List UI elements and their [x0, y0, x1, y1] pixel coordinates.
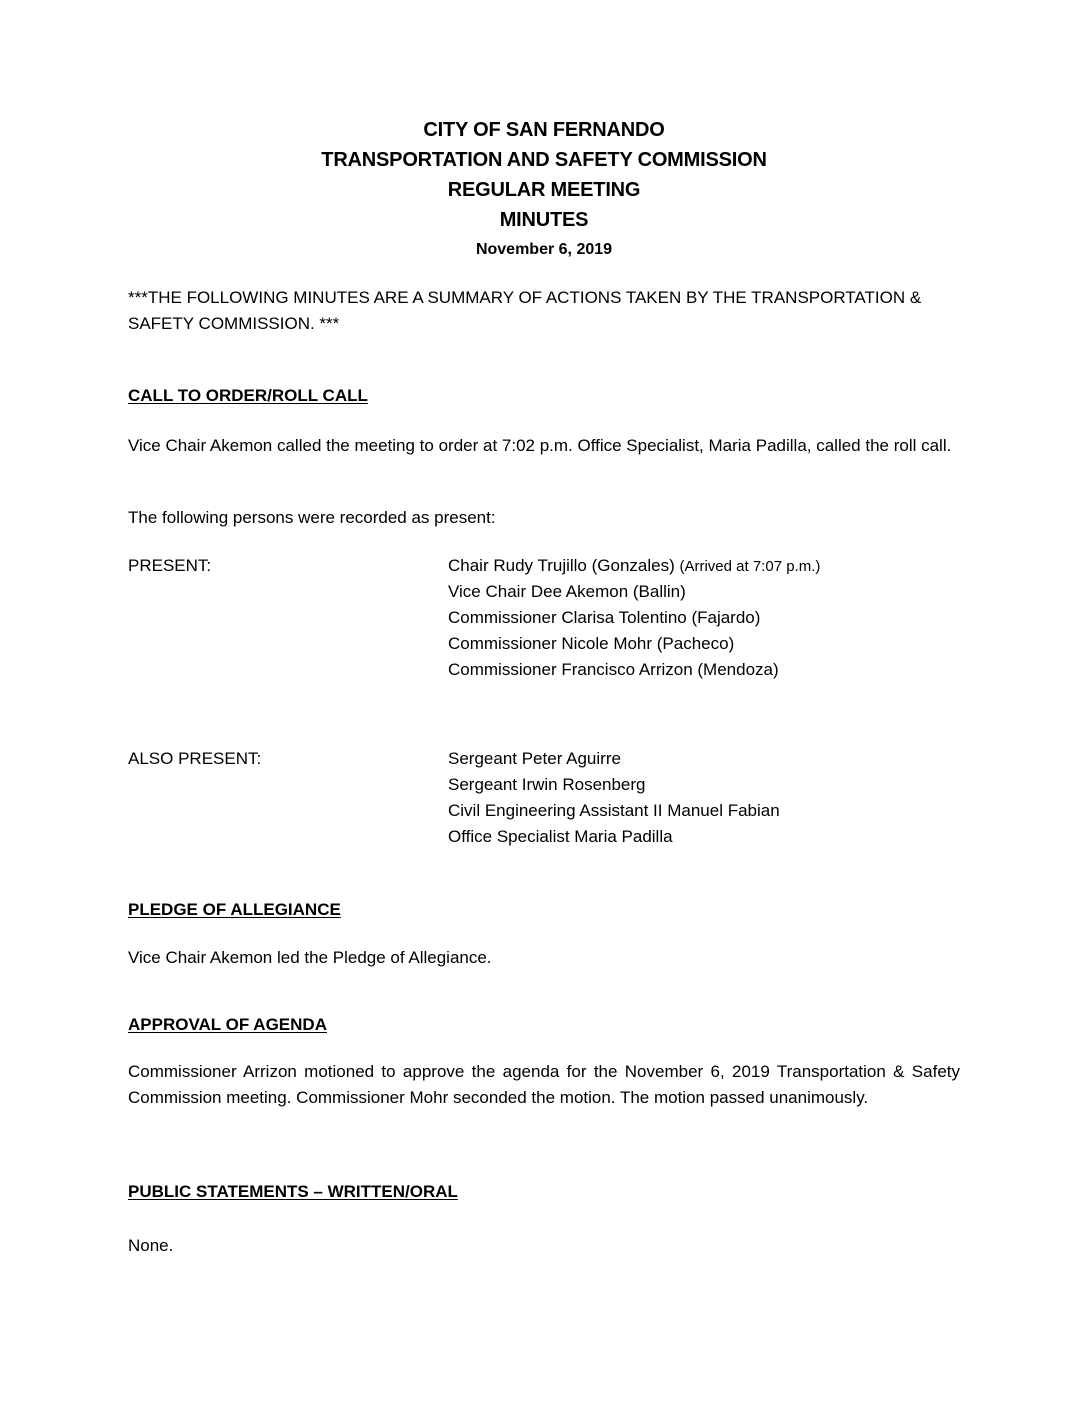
call-to-order-heading: CALL TO ORDER/ROLL CALL	[128, 386, 368, 405]
document-header	[0, 115, 1088, 265]
agenda-heading: APPROVAL OF AGENDA	[128, 1015, 327, 1034]
present-member: Commissioner Nicole Mohr (Pacheco)	[448, 634, 735, 653]
also-present-list	[448, 746, 780, 850]
arrival-note: (Arrived at 7:07 p.m.)	[679, 558, 821, 575]
header-city: CITY OF SAN FERNANDO	[423, 119, 665, 141]
pledge-heading: PLEDGE OF ALLEGIANCE	[128, 900, 341, 919]
present-list	[448, 553, 820, 683]
header-title: MINUTES	[499, 209, 589, 231]
staff-member: Office Specialist Maria Padilla	[448, 827, 673, 846]
public-statements-heading: PUBLIC STATEMENTS – WRITTEN/ORAL	[128, 1182, 458, 1201]
meeting-date: November 6, 2019	[475, 241, 613, 258]
staff-member: Civil Engineering Assistant II Manuel Fabian	[448, 801, 780, 820]
agenda-paragraph: Commissioner Arrizon motioned to approve the agenda for the November 6, 2019 Transportation & Safety Commission meeting. Commissioner Mohr seconded the motion. The motion passed unanimously.	[128, 1062, 960, 1107]
present-member: Commissioner Francisco Arrizon (Mendoza)	[448, 660, 779, 679]
pledge-paragraph: Vice Chair Akemon led the Pledge of Allegiance.	[128, 948, 492, 967]
header-commission: TRANSPORTATION AND SAFETY COMMISSION	[321, 149, 767, 171]
staff-member: Sergeant Peter Aguirre	[448, 749, 621, 768]
public-statements-paragraph: None.	[128, 1236, 174, 1255]
header-meeting-type: REGULAR MEETING	[447, 179, 641, 201]
present-member: Chair Rudy Trujillo (Gonzales) (Arrived at 7:07 p.m.)	[448, 556, 821, 575]
present-label: PRESENT:	[128, 556, 212, 575]
present-member: Vice Chair Dee Akemon (Ballin)	[448, 582, 686, 601]
also-present-label: ALSO PRESENT:	[128, 749, 262, 768]
call-to-order-paragraph: Vice Chair Akemon called the meeting to order at 7:02 p.m. Office Specialist, Maria Padilla, called the roll call.	[128, 436, 952, 455]
recorded-present-text: The following persons were recorded as present:	[128, 508, 496, 527]
present-member: Commissioner Clarisa Tolentino (Fajardo)	[448, 608, 761, 627]
staff-member: Sergeant Irwin Rosenberg	[448, 775, 646, 794]
intro-statement: ***THE FOLLOWING MINUTES ARE A SUMMARY OF ACTIONS TAKEN BY THE TRANSPORTATION & SAFETY COMMISSION. ***	[128, 288, 922, 333]
